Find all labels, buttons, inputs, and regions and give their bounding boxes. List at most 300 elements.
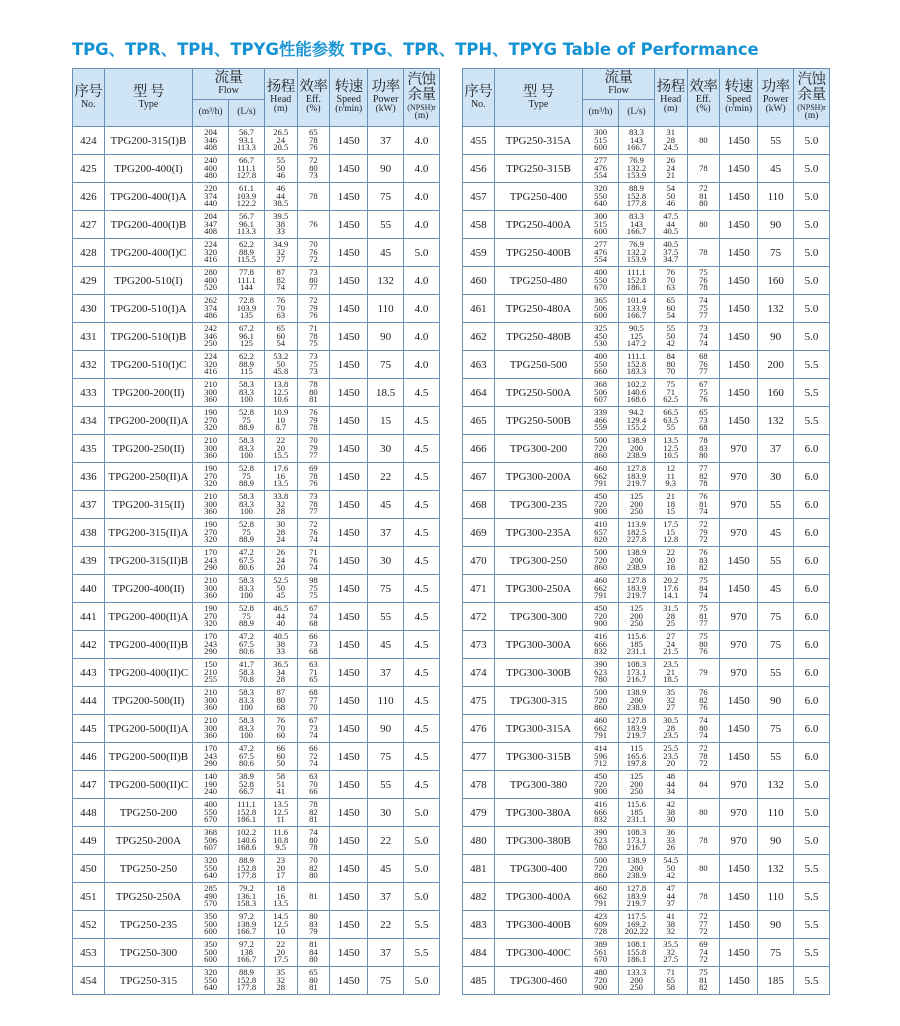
- efficiency-cell: [297, 743, 330, 771]
- cell-value: 88.9: [238, 534, 254, 545]
- head-cell: [264, 659, 297, 687]
- efficiency-cell: [687, 939, 720, 967]
- cell-value: 63.5: [663, 414, 679, 425]
- flow-m3h-stack: [204, 913, 217, 935]
- cell-value: 100: [240, 506, 253, 517]
- flow-ls-cell: [619, 575, 655, 603]
- power-cell: 45: [758, 575, 794, 603]
- cell-value: 32: [276, 498, 286, 509]
- cell-value: 600: [594, 310, 608, 321]
- cell-value: 56.7: [238, 211, 254, 222]
- table-row: [73, 715, 440, 743]
- cell-value: 26: [666, 155, 676, 166]
- head-stack: [273, 577, 288, 599]
- cell-value: 74: [699, 715, 708, 726]
- pump-type: TPG250-400B: [494, 239, 583, 267]
- cell-value: 365: [594, 295, 608, 306]
- npsh-cell: 5.5: [794, 911, 830, 939]
- flow-ls-stack: [239, 381, 254, 403]
- cell-value: 76: [309, 526, 318, 537]
- flow-m3h-stack: [594, 801, 607, 823]
- pump-type: TPG300-400: [494, 855, 583, 883]
- flow-m3h-stack: [594, 689, 607, 711]
- cell-value: 23.5: [663, 730, 679, 741]
- flow-ls-stack: [239, 437, 254, 459]
- flow-ls-stack: [627, 633, 646, 655]
- cell-value: 88.9: [238, 967, 254, 978]
- head-cell: [264, 323, 297, 351]
- cell-value: 41: [666, 911, 676, 922]
- head-stack: [276, 157, 285, 179]
- flow-ls-cell: [229, 127, 265, 155]
- cell-value: 450: [594, 603, 608, 614]
- head-stack: [273, 885, 288, 907]
- flow-m3h-cell: [583, 239, 619, 267]
- head-stack: [273, 353, 288, 375]
- cell-value: 68: [699, 351, 708, 362]
- cell-value: 111.1: [627, 351, 646, 362]
- power-header: 功率 Power (kW): [758, 69, 794, 127]
- cell-value: 554: [594, 254, 608, 265]
- npsh-cell: 6.0: [794, 491, 830, 519]
- pump-type: TPG250-315B: [494, 155, 583, 183]
- cell-value: 147.2: [626, 338, 647, 349]
- table-row: [73, 855, 440, 883]
- cell-value: 52.8: [238, 407, 254, 418]
- cell-value: 186.1: [626, 282, 647, 293]
- speed-cell: 1450: [720, 239, 758, 267]
- cell-value: 74: [309, 534, 318, 545]
- efficiency-cell: [687, 183, 720, 211]
- flow-ls-cell: [619, 687, 655, 715]
- cell-value: 900: [594, 982, 608, 993]
- cell-value: 60: [276, 730, 286, 741]
- cell-value: 416: [594, 631, 608, 642]
- cell-value: 657: [594, 526, 608, 537]
- cell-value: 346: [204, 330, 218, 341]
- head-cell: [264, 715, 297, 743]
- cell-value: 75: [242, 414, 251, 425]
- cell-value: 88.9: [628, 183, 644, 194]
- cell-value: 42: [666, 338, 676, 349]
- cell-value: 820: [594, 534, 608, 545]
- pump-type: TPG200-510(I)B: [104, 323, 193, 351]
- pump-type: TPG200-400(I)A: [104, 183, 193, 211]
- speed-cell: 1450: [720, 855, 758, 883]
- flow-ls-cell: [619, 183, 655, 211]
- cell-value: 88.9: [238, 246, 254, 257]
- flow-m3h-stack: [204, 465, 217, 487]
- power-cell: 75: [368, 575, 404, 603]
- power-cell: 22: [368, 827, 404, 855]
- cell-value: 144: [240, 282, 253, 293]
- table-row: [463, 771, 830, 799]
- cell-value: 98: [309, 575, 318, 586]
- npsh-cell: 5.5: [794, 407, 830, 435]
- cell-value: 76.9: [628, 155, 644, 166]
- npsh-cell: 4.0: [404, 267, 440, 295]
- cell-value: 210: [204, 379, 218, 390]
- flow-m3h-stack: [204, 241, 217, 263]
- efficiency-stack: [699, 781, 708, 788]
- table-row: [73, 407, 440, 435]
- flow-m3h-stack: [594, 129, 607, 151]
- npsh-cell: 5.5: [794, 883, 830, 911]
- cell-value: 74: [699, 730, 708, 741]
- cell-value: 32: [276, 974, 286, 985]
- npsh-cell: 5.0: [404, 827, 440, 855]
- cell-value: 460: [594, 883, 608, 894]
- cell-value: 100: [240, 702, 253, 713]
- cell-value: 200: [630, 862, 643, 873]
- head-stack: [273, 493, 288, 515]
- cell-value: 50: [666, 330, 676, 341]
- table-row: [463, 183, 830, 211]
- cell-value: 10.5: [663, 450, 679, 461]
- cell-value: 50: [276, 162, 286, 173]
- cell-value: 75: [242, 610, 251, 621]
- pump-type: TPG250-235: [104, 911, 193, 939]
- cell-value: 400: [594, 351, 608, 362]
- cell-value: 550: [594, 190, 608, 201]
- cell-value: 50: [666, 862, 676, 873]
- power-cell: 18.5: [368, 379, 404, 407]
- flow-ls-cell: [619, 155, 655, 183]
- cell-value: 79: [309, 414, 318, 425]
- row-number: 462: [463, 323, 495, 351]
- type-header: 型 号 Type: [104, 69, 193, 127]
- flow-ls-stack: [239, 605, 254, 627]
- cell-value: 202.22: [624, 926, 649, 937]
- cell-value: 22: [666, 547, 676, 558]
- cell-value: 132.2: [626, 162, 647, 173]
- flow-m3h-stack: [594, 353, 607, 375]
- flow-m3h-stack: [594, 493, 607, 515]
- efficiency-stack: [309, 549, 318, 571]
- pump-type: TPG250-480B: [494, 323, 583, 351]
- cell-value: 79.2: [238, 883, 254, 894]
- speed-cell: 1450: [720, 743, 758, 771]
- cell-value: 28: [666, 134, 676, 145]
- cell-value: 243: [204, 638, 218, 649]
- cell-value: 74: [699, 506, 708, 517]
- table-row: [73, 519, 440, 547]
- efficiency-cell: [687, 967, 720, 995]
- cell-value: 78: [699, 435, 708, 446]
- npsh-cell: 5.0: [794, 799, 830, 827]
- npsh-cell: 6.0: [794, 631, 830, 659]
- power-cell: 37: [368, 519, 404, 547]
- head-stack: [666, 913, 675, 935]
- cell-value: 81: [699, 974, 708, 985]
- flow-m3h-stack: [204, 745, 217, 767]
- speed-cell: 970: [720, 519, 758, 547]
- speed-cell: 1450: [720, 575, 758, 603]
- npsh-cell: 5.0: [794, 127, 830, 155]
- cell-value: 515: [594, 134, 608, 145]
- flow-m3h-cell: [193, 967, 229, 995]
- power-cell: 30: [368, 547, 404, 575]
- flow-ls-stack: [627, 857, 646, 879]
- head-stack: [273, 465, 288, 487]
- pump-type: TPG250-480: [494, 267, 583, 295]
- cell-value: 28: [276, 982, 286, 993]
- cell-value: 47: [666, 883, 676, 894]
- cell-value: 900: [594, 506, 608, 517]
- speed-cell: 1450: [720, 127, 758, 155]
- row-number: 468: [463, 491, 495, 519]
- row-number: 458: [463, 211, 495, 239]
- cell-value: 200: [630, 778, 643, 789]
- power-cell: 132: [758, 855, 794, 883]
- cell-value: 76: [309, 310, 318, 321]
- cell-value: 670: [204, 814, 218, 825]
- flow-m3h-cell: [193, 855, 229, 883]
- cell-value: 77: [309, 450, 318, 461]
- cell-value: 210: [204, 435, 218, 446]
- efficiency-cell: [687, 323, 720, 351]
- head-stack: [666, 829, 675, 851]
- cell-value: 152.8: [626, 190, 647, 201]
- head-cell: [654, 715, 687, 743]
- efficiency-stack: [699, 633, 708, 655]
- flow-ls-cell: [619, 939, 655, 967]
- cell-value: 200: [630, 554, 643, 565]
- cell-value: 80: [666, 358, 676, 369]
- row-number: 478: [463, 771, 495, 799]
- cell-value: 166.7: [236, 926, 257, 937]
- cell-value: 135: [240, 310, 253, 321]
- row-number: 437: [73, 491, 105, 519]
- cell-value: 530: [594, 338, 608, 349]
- speed-cell: 1450: [330, 379, 368, 407]
- cell-value: 83.3: [238, 582, 254, 593]
- cell-value: 368: [594, 379, 608, 390]
- head-stack: [663, 857, 678, 879]
- cell-value: 74: [276, 282, 286, 293]
- cell-value: 550: [594, 358, 608, 369]
- cell-value: 670: [594, 954, 608, 965]
- head-stack: [666, 549, 675, 571]
- cell-value: 37.5: [663, 246, 679, 257]
- cell-value: 900: [594, 618, 608, 629]
- head-stack: [273, 661, 288, 683]
- cell-value: 168.6: [626, 394, 647, 405]
- cell-value: 78: [309, 422, 318, 433]
- cell-value: 791: [594, 730, 608, 741]
- cell-value: 17.5: [663, 519, 679, 530]
- power-cell: 90: [758, 911, 794, 939]
- cell-value: 138.9: [626, 855, 647, 866]
- efficiency-cell: [297, 435, 330, 463]
- flow-ls-cell: [619, 883, 655, 911]
- head-header: 扬程 Head (m): [264, 69, 297, 127]
- cell-value: 136.1: [236, 890, 257, 901]
- cell-value: 72: [699, 519, 708, 530]
- flow-m3h-stack: [204, 129, 217, 151]
- cell-value: 80: [309, 274, 318, 285]
- cell-value: 219.7: [626, 898, 647, 909]
- cell-value: 720: [594, 974, 608, 985]
- cell-value: 67.5: [238, 750, 254, 761]
- efficiency-stack: [699, 493, 708, 515]
- cell-value: 77: [699, 463, 708, 474]
- cell-value: 100: [240, 730, 253, 741]
- flow-ls-stack: [627, 353, 646, 375]
- flow-ls-cell: [229, 827, 265, 855]
- speed-cell: 970: [720, 659, 758, 687]
- cell-value: 231.1: [626, 814, 647, 825]
- cell-value: 50: [666, 190, 676, 201]
- efficiency-cell: [297, 295, 330, 323]
- cell-value: 712: [594, 758, 608, 769]
- head-stack: [276, 549, 285, 571]
- speed-cell: 1450: [330, 855, 368, 883]
- flow-ls-cell: [229, 351, 265, 379]
- cell-value: 177.8: [236, 870, 257, 881]
- flow-m3h-cell: [583, 883, 619, 911]
- flow-ls-cell: [619, 771, 655, 799]
- cell-value: 12.8: [663, 534, 679, 545]
- flow-ls-cell: [229, 267, 265, 295]
- efficiency-stack: [699, 269, 708, 291]
- pump-type: TPG300-300: [494, 603, 583, 631]
- cell-value: 73: [309, 366, 318, 377]
- efficiency-stack: [699, 913, 708, 935]
- efficiency-stack: [309, 437, 318, 459]
- efficiency-stack: [309, 745, 318, 767]
- flow-m3h-cell: [193, 827, 229, 855]
- cell-value: 42: [666, 870, 676, 881]
- cell-value: 11.6: [273, 827, 289, 838]
- cell-value: 93.1: [238, 134, 254, 145]
- table-row: [73, 183, 440, 211]
- cell-value: 44: [666, 778, 676, 789]
- cell-value: 40.5: [663, 226, 679, 237]
- table-row: [73, 771, 440, 799]
- head-cell: [654, 911, 687, 939]
- cell-value: 75: [309, 358, 318, 369]
- cell-value: 74: [699, 295, 708, 306]
- cell-value: 408: [204, 142, 218, 153]
- cell-value: 74: [699, 590, 708, 601]
- cell-value: 270: [204, 526, 218, 537]
- cell-value: 640: [204, 982, 218, 993]
- cell-value: 77: [309, 506, 318, 517]
- cell-value: 200: [630, 974, 643, 985]
- head-cell: [264, 771, 297, 799]
- cell-value: 720: [594, 694, 608, 705]
- head-stack: [666, 325, 675, 347]
- cell-value: 72: [699, 926, 708, 937]
- efficiency-cell: [687, 351, 720, 379]
- flow-ls-stack: [630, 493, 643, 515]
- flow-m3h-cell: [193, 743, 229, 771]
- efficiency-stack: [309, 269, 318, 291]
- flow-ls-cell: [619, 659, 655, 687]
- table-row: [463, 491, 830, 519]
- flow-ls-cell: [619, 743, 655, 771]
- cell-value: 78: [699, 163, 708, 174]
- efficiency-stack: [309, 521, 318, 543]
- cell-value: 35: [666, 687, 676, 698]
- cell-value: 117.5: [626, 911, 646, 922]
- cell-value: 860: [594, 870, 608, 881]
- cell-value: 860: [594, 562, 608, 573]
- pump-type: TPG200-200(II): [104, 379, 193, 407]
- cell-value: 243: [204, 750, 218, 761]
- flow-m3h-cell: [193, 435, 229, 463]
- cell-value: 75: [699, 386, 708, 397]
- flow-m3h-stack: [204, 549, 217, 571]
- efficiency-cell: [687, 155, 720, 183]
- npsh-cell: 5.0: [404, 883, 440, 911]
- flow-ls-cell: [619, 715, 655, 743]
- cell-value: 58: [276, 771, 286, 782]
- cell-value: 32: [666, 926, 676, 937]
- cell-value: 83.3: [628, 127, 644, 138]
- head-stack: [276, 969, 285, 991]
- row-number: 424: [73, 127, 105, 155]
- cell-value: 21: [666, 666, 676, 677]
- flow-m3h-cell: [583, 407, 619, 435]
- pump-type: TPG300-200A: [494, 463, 583, 491]
- npsh-cell: 5.0: [794, 267, 830, 295]
- flow-ls-cell: [229, 715, 265, 743]
- flow-m3h-cell: [193, 659, 229, 687]
- speed-cell: 1450: [720, 211, 758, 239]
- head-cell: [654, 379, 687, 407]
- cell-value: 450: [594, 771, 608, 782]
- table-row: [463, 267, 830, 295]
- flow-ls-stack: [627, 829, 646, 851]
- cell-value: 210: [204, 575, 218, 586]
- cell-value: 791: [594, 478, 608, 489]
- row-number: 442: [73, 631, 105, 659]
- flow-m3h-stack: [594, 661, 607, 683]
- cell-value: 460: [594, 575, 608, 586]
- cell-value: 40: [276, 618, 286, 629]
- cell-value: 69: [309, 463, 318, 474]
- efficiency-stack: [699, 809, 708, 816]
- speed-cell: 1450: [720, 715, 758, 743]
- cell-value: 58.3: [238, 435, 254, 446]
- cell-value: 31: [666, 127, 676, 138]
- flow-m3h-cell: [583, 911, 619, 939]
- pump-type: TPG300-300A: [494, 631, 583, 659]
- cell-value: 24: [276, 134, 286, 145]
- cell-value: 9.3: [665, 478, 677, 489]
- cell-value: 81: [699, 190, 708, 201]
- efficiency-stack: [309, 633, 318, 655]
- power-cell: 45: [758, 519, 794, 547]
- flow-m3h-cell: [583, 631, 619, 659]
- head-cell: [264, 295, 297, 323]
- npsh-cell: 5.0: [794, 295, 830, 323]
- cell-value: 860: [594, 702, 608, 713]
- cell-value: 33: [666, 834, 676, 845]
- speed-cell: 970: [720, 631, 758, 659]
- flow-ls-cell: [619, 239, 655, 267]
- flow-m3h-stack: [204, 521, 217, 543]
- flow-ls-stack: [627, 157, 646, 179]
- flow-m3h-stack: [594, 717, 607, 739]
- flow-ls-stack: [237, 857, 256, 879]
- flow-header: 流量 Flow: [193, 69, 265, 100]
- cell-value: 83.3: [238, 442, 254, 453]
- cell-value: 33.8: [273, 491, 289, 502]
- cell-value: 75: [699, 631, 708, 642]
